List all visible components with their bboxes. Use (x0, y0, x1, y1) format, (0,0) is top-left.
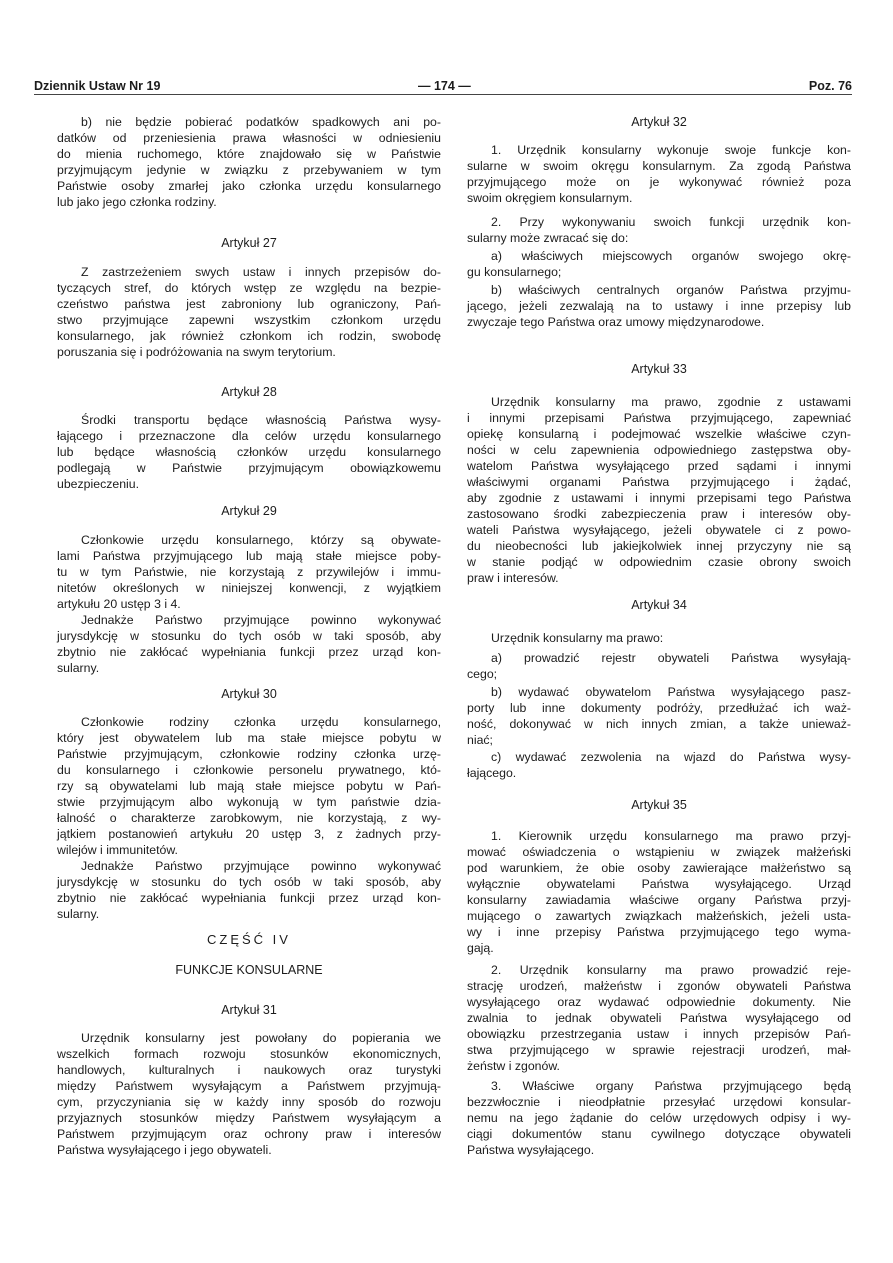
text-line: ubezpieczeniu. (57, 477, 140, 491)
text-line: nemu na jego żądanie do celów urzędowych odpisy i wy- (467, 1111, 851, 1125)
paragraph (467, 749, 851, 781)
text-line: zwyczaje tego Państwa oraz umowy międzynarodowe. (467, 315, 765, 329)
text-line: Jednakże Państwo przyjmujące powinno wykonywać (81, 613, 441, 627)
text-line: tyczących stref, do których wstęp ze względu na bezpie- (57, 281, 441, 295)
text-line: Państwa wysyłającego i jego obywateli. (57, 1143, 272, 1157)
text-line: c) wydawać zezwolenia na wjazd do Państwa wysy- (491, 750, 851, 764)
text-line: du nieobecności lub jakiejkolwiek innej przyczyny nie są (467, 539, 851, 553)
text-line: wszelkich formach rozwoju stosunków ekonomicznych, (57, 1047, 441, 1061)
text-line: sularne w swoim okręgu konsularnym. Za zgodą Państwa (467, 159, 851, 173)
paragraph (467, 394, 851, 586)
part-heading: CZĘŚĆ IV (207, 932, 291, 947)
text-line: obowiązku przestrzegania ustaw i innych przepisów Pań- (467, 1027, 851, 1041)
text-line: 2. Urzędnik konsularny ma prawo prowadzić reje- (491, 963, 851, 977)
text-line: jurysdykcję w stosunku do tych osób w taki sposób, aby (57, 875, 441, 889)
paragraph (467, 650, 851, 682)
paragraph (57, 1030, 441, 1158)
paragraph (57, 114, 441, 210)
text-line: w stanie podjąć w odpowiednim czasie obrony swoich (467, 555, 851, 569)
text-line: Członkowie urzędu konsularnego, którzy są obywate- (81, 533, 441, 547)
page-number: — 174 — (418, 79, 471, 93)
paragraph (467, 1078, 851, 1158)
text-line: b) właściwych centralnych organów Państwa przyjmu- (491, 283, 851, 297)
text-line: Państwie osoby zmarłej jako członka urzędu konsularnego (57, 179, 441, 193)
paragraph (467, 282, 851, 330)
text-line: wilejów i immunitetów. (57, 843, 178, 857)
text-line: 1. Urzędnik konsularny wykonuje swoje funkcje kon- (491, 143, 851, 157)
text-line: cym, przyczyniania się w każdy inny sposób do rozwoju (57, 1095, 441, 1109)
text-line: łającego. (467, 766, 517, 780)
paragraph (57, 858, 441, 922)
text-line: a) właściwych miejscowych organów swojego okrę- (491, 249, 851, 263)
text-line: Jednakże Państwo przyjmujące powinno wykonywać (81, 859, 441, 873)
article-heading: Artykuł 28 (221, 385, 277, 399)
paragraph (57, 532, 441, 612)
text-line: wateli Państwa wysyłającego, jeżeli obywatele ci z powo- (467, 523, 851, 537)
paragraph (467, 214, 851, 246)
text-line: 2. Przy wykonywaniu swoich funkcji urzędnik kon- (491, 215, 851, 229)
text-line: jącego, jeżeli zezwalają na to ustawy i inne przepisy lub (467, 299, 851, 313)
text-line: cego; (467, 667, 498, 681)
text-line: 1. Kierownik urzędu konsularnego ma prawo przyj- (491, 829, 851, 843)
text-line: Środki transportu będące własnością Państwa wysy- (81, 413, 441, 427)
text-line: stwa przyjmującego w sprawie rejestracji urodzeń, mał- (467, 1043, 851, 1057)
text-line: Z zastrzeżeniem swych ustaw i innych przepisów do- (81, 265, 441, 279)
text-line: stwie przyjmującym albo wykonują w tym państwie dzia- (57, 795, 441, 809)
text-line: a) prowadzić rejestr obywateli Państwa wysyłają- (491, 651, 851, 665)
text-line: ność, dokonywać w nich innych zmian, a także unieważ- (467, 717, 851, 731)
position-number: Poz. 76 (808, 79, 852, 93)
text-line: lub będące własnością członków urzędu konsularnego (57, 445, 441, 459)
text-line: sularny. (57, 661, 100, 675)
text-line: Urzędnik konsularny ma prawo: (491, 631, 664, 645)
text-line: nitetów określonych w niniejszej konwencji, z wyjątkiem (57, 581, 441, 595)
text-line: Urzędnik konsularny jest powołany do popierania we (81, 1031, 441, 1045)
text-line: właściwymi organami Państwa przyjmującego i żądać, (467, 475, 851, 489)
text-line: zbytnio nie zakłócać wypełniania funkcji przez urząd kon- (57, 891, 441, 905)
article-heading: Artykuł 32 (631, 115, 687, 129)
text-line: Państwa wysyłającego. (467, 1143, 595, 1157)
text-line: sularny. (57, 907, 100, 921)
article-heading: Artykuł 30 (221, 687, 277, 701)
journal-title: Dziennik Ustaw Nr 19 (34, 79, 161, 93)
text-line: ciągi dokumentów stanu cywilnego dotyczące obywateli (467, 1127, 851, 1141)
text-line: tu w tym Państwie, nie korzystają z przywilejów i immu- (57, 565, 441, 579)
paragraph (57, 412, 441, 492)
article-heading: Artykuł 31 (221, 1003, 277, 1017)
text-line: handlowych, kulturalnych i naukowych oraz turystyki (57, 1063, 441, 1077)
text-line: b) wydawać obywatelom Państwa wysyłającego pasz- (491, 685, 851, 699)
text-line: aby zgodnie z ustawami i innymi przepisami tego Państwa (467, 491, 851, 505)
text-line: 3. Właściwe organy Państwa przyjmującego będą (491, 1079, 851, 1093)
text-line: mować oświadczenia o wstąpieniu w związek małżeński (467, 845, 851, 859)
text-line: sularny może zwracać się do: (467, 231, 629, 245)
text-line: bezzwłocznie i nieodpłatnie przesyłać urzędowi konsular- (467, 1095, 851, 1109)
text-line: swoim okręgiem konsularnym. (467, 191, 633, 205)
text-line: datków od przeniesienia prawa własności w odniesieniu (57, 131, 441, 145)
text-line: wysyłającego oraz wydawać odpowiednie dokumenty. Nie (467, 995, 851, 1009)
text-line: zbytnio nie zakłócać wypełniania funkcji przez urząd kon- (57, 645, 441, 659)
text-line: stwo przyjmujące zapewni wszystkim członkom urzędu (57, 313, 441, 327)
text-line: Państwie przyjmującym, członkowie rodziny członka urzę- (57, 747, 441, 761)
paragraph (57, 612, 441, 676)
text-line: jątkiem postanowień artykułu 20 ustęp 3, z żadnych przy- (57, 827, 441, 841)
paragraph (57, 714, 441, 858)
text-line: żeństw i zgonów. (467, 1059, 560, 1073)
text-line: niać; (467, 733, 493, 747)
text-line: Członkowie rodziny członka urzędu konsularnego, (81, 715, 441, 729)
text-line: który jest obywatelem lub ma stałe miejsce pobytu w (57, 731, 441, 745)
article-heading: Artykuł 33 (631, 362, 687, 376)
text-line: konsularny zawiadamia właściwe organy Państwa przyj- (467, 893, 851, 907)
text-line: przyjmującym jedynie w związku z przebywaniem w tym (57, 163, 441, 177)
text-line: watelom Państwa wysyłającego przed sądami i innymi (467, 459, 851, 473)
text-line: mującego o zawartych związkach małżeńskich, jeżeli usta- (467, 909, 851, 923)
text-line: łającego i przeznaczone dla celów urzędu konsularnego (57, 429, 441, 443)
paragraph (467, 828, 851, 956)
text-line: porty lub inne dokumenty podróży, przedłużać ich waż- (467, 701, 851, 715)
text-line: pod warunkiem, że obie osoby zawierające małżeństwo są (467, 861, 851, 875)
paragraph (467, 962, 851, 1074)
text-line: ności w celu zapewnienia odpowiedniego zastępstwa oby- (467, 443, 851, 457)
text-line: konsularnego, jak również członkom ich rodzin, swobodę (57, 329, 441, 343)
text-line: strację urodzeń, małżeństw i zgonów obywateli Państwa (467, 979, 851, 993)
text-line: Państwem przyjmującym oraz ochrony praw i interesów (57, 1127, 441, 1141)
paragraph (467, 142, 851, 206)
article-heading: Artykuł 29 (221, 504, 277, 518)
article-heading: Artykuł 27 (221, 236, 277, 250)
text-line: wy i inne przepisy Państwa przyjmującego tego wyma- (467, 925, 851, 939)
text-line: czeństwo państwa jest zabroniony lub ograniczony, Pań- (57, 297, 441, 311)
text-line: rzy są obywatelami lub mają stałe miejsce pobytu w Pań- (57, 779, 441, 793)
paragraph (467, 630, 851, 646)
text-line: poruszania się i podróżowania na swym terytorium. (57, 345, 336, 359)
text-line: Urzędnik konsularny ma prawo, zgodnie z ustawami (491, 395, 851, 409)
text-line: opiekę konsularną i podejmować wszelkie właściwe czyn- (467, 427, 851, 441)
text-line: podlegają w Państwie przyjmującym obowiązkowemu (57, 461, 441, 475)
article-heading: FUNKCJE KONSULARNE (175, 963, 323, 977)
text-line: praw i interesów. (467, 571, 559, 585)
text-line: przyjaznych stosunków między Państwem wysyłającym a (57, 1111, 441, 1125)
text-line: do mienia ruchomego, które znajdowało się w Państwie (57, 147, 441, 161)
text-line: przyjmującego może on je wykonywać również poza (467, 175, 851, 189)
article-heading: Artykuł 35 (631, 798, 687, 812)
text-line: i innymi przepisami Państwa przyjmującego, zapewniać (467, 411, 851, 425)
header-rule (34, 94, 852, 95)
text-line: między Państwem wysyłającym a Państwem przyjmują- (57, 1079, 441, 1093)
text-line: łalność o charakterze zarobkowym, nie korzystają, z wy- (57, 811, 441, 825)
paragraph (57, 264, 441, 360)
text-line: wyłącznie obywatelami Państwa wysyłającego. Urząd (467, 877, 851, 891)
text-line: gu konsularnego; (467, 265, 562, 279)
text-line: b) nie będzie pobierać podatków spadkowych ani po- (81, 115, 441, 129)
paragraph (467, 684, 851, 748)
paragraph (467, 248, 851, 280)
text-line: artykułu 20 ustęp 3 i 4. (57, 597, 181, 611)
text-line: jurysdykcję w stosunku do tych osób w taki sposób, aby (57, 629, 441, 643)
article-heading: Artykuł 34 (631, 598, 687, 612)
text-line: lub jako jego członka rodziny. (57, 195, 217, 209)
text-line: lami Państwa przyjmującego lub mają stałe miejsce poby- (57, 549, 441, 563)
text-line: zastosowano środki zabezpieczenia praw i interesów oby- (467, 507, 851, 521)
text-line: du konsularnego i członkowie personelu prywatnego, któ- (57, 763, 441, 777)
text-line: gają. (467, 941, 494, 955)
text-line: zwalnia to jednak obywateli Państwa wysyłającego od (467, 1011, 851, 1025)
